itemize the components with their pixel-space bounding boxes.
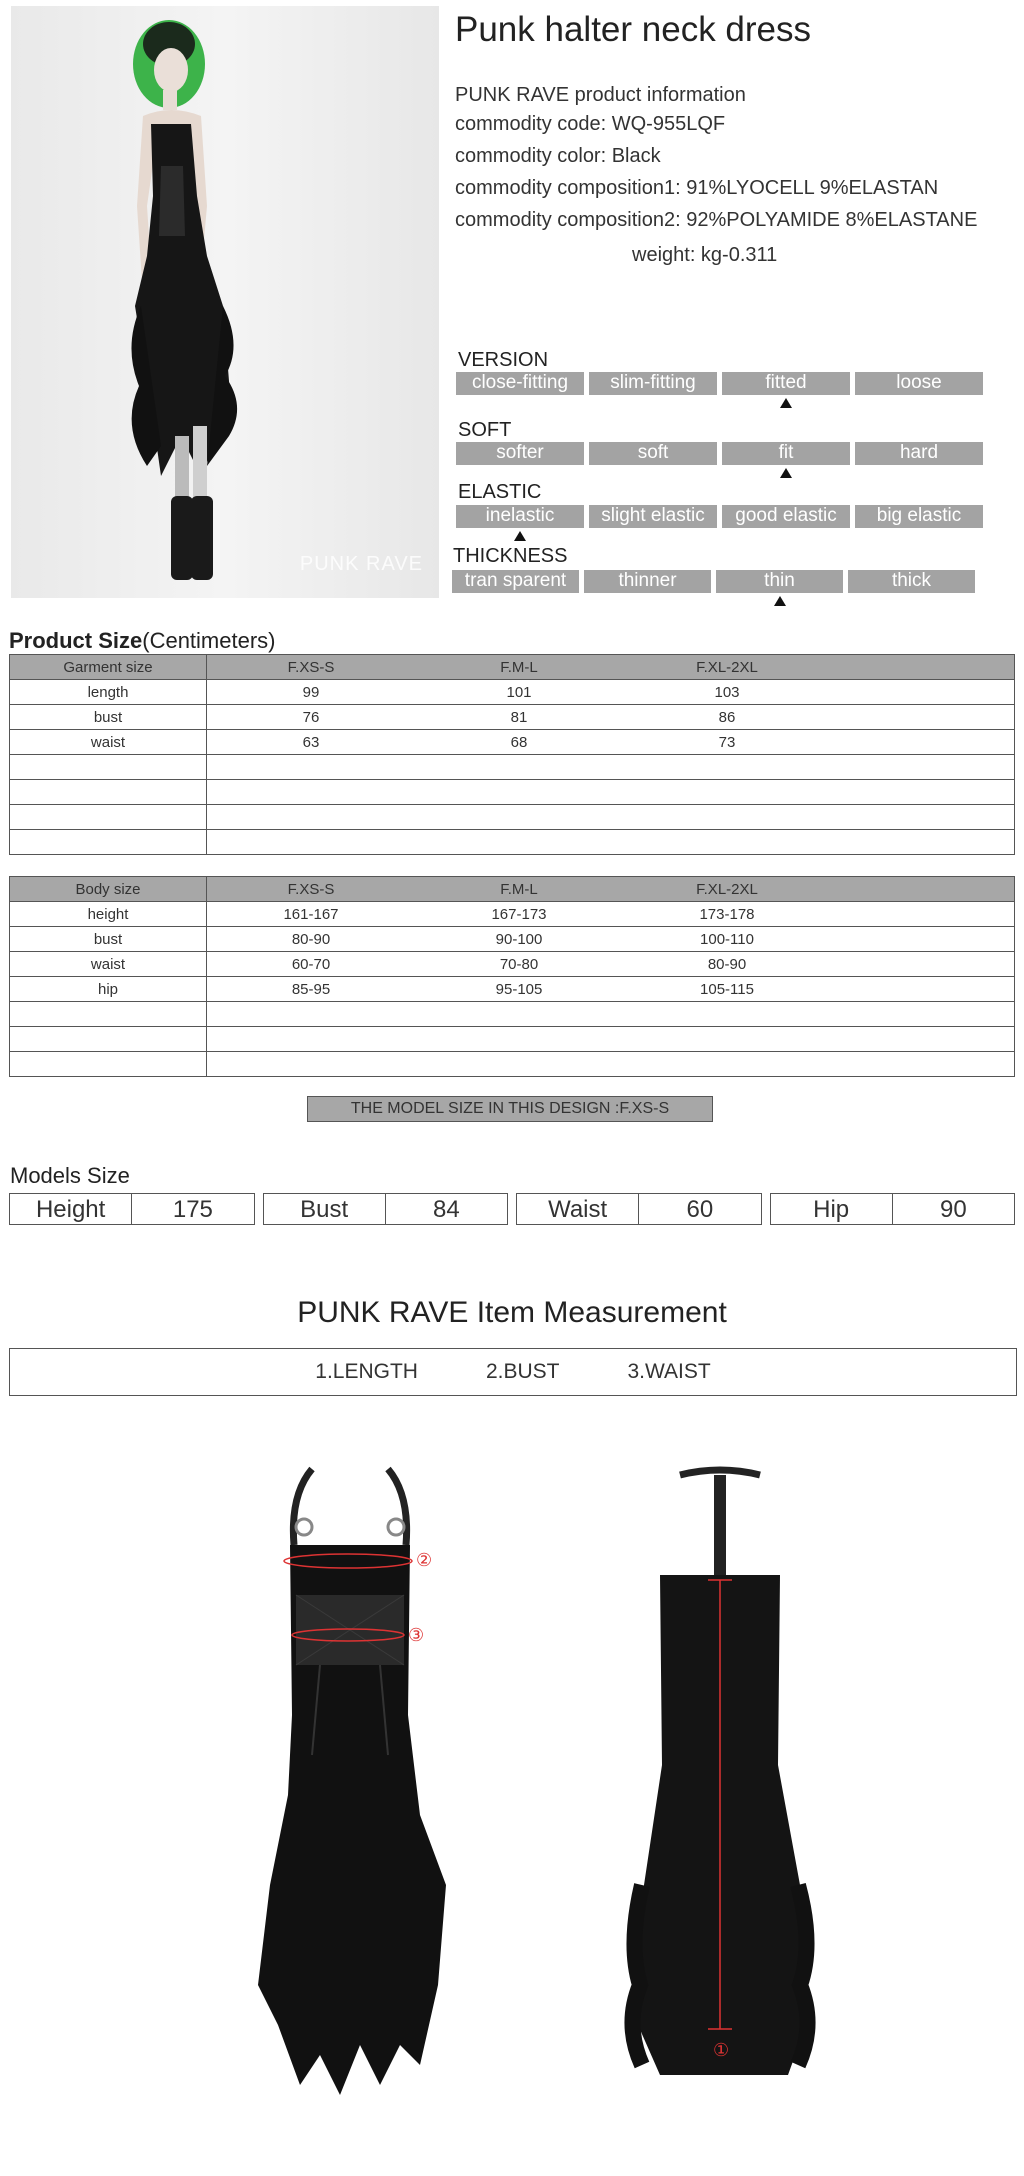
row-label: height	[10, 902, 207, 927]
body-size-table	[9, 876, 1015, 1077]
table-row	[10, 927, 1015, 952]
size-value: 86	[718, 708, 736, 726]
row-label: bust	[10, 927, 207, 952]
empty-row	[10, 805, 1015, 830]
models-size-title: Models Size	[10, 1163, 130, 1188]
row-label: Garment size	[10, 655, 207, 680]
attr-option: inelastic	[456, 505, 584, 528]
table-row	[10, 902, 1015, 927]
model-size-note: THE MODEL SIZE IN THIS DESIGN :F.XS-S	[307, 1096, 713, 1122]
size-value: F.XS-S	[287, 658, 335, 676]
watermark: PUNK RAVE	[299, 553, 423, 575]
row-label: waist	[10, 730, 207, 755]
size-value: 101	[506, 683, 532, 701]
model-measure-bust	[263, 1193, 509, 1225]
model-measure-value: 84	[385, 1194, 507, 1224]
product-title: Punk halter neck dress	[455, 10, 812, 49]
attr-option: slight elastic	[589, 505, 717, 528]
commodity-color: commodity color: Black	[455, 145, 661, 167]
product-size-title: Product Size(Centimeters)	[9, 628, 276, 653]
size-value: F.XL-2XL	[696, 880, 758, 898]
size-value: 95-105	[495, 980, 543, 998]
measurement-title: PUNK RAVE Item Measurement	[297, 1296, 727, 1329]
table-row	[10, 680, 1015, 705]
measurement-item: 3.WAIST	[627, 1360, 711, 1383]
model-measure-height	[9, 1193, 255, 1225]
commodity-composition1: commodity composition1: 91%LYOCELL 9%ELASTAN	[455, 177, 939, 199]
size-value: 99	[302, 683, 320, 701]
size-value: 90-100	[495, 930, 543, 948]
attr-option: thick	[848, 570, 975, 593]
attr-option: fitted	[722, 372, 850, 395]
table-row	[10, 952, 1015, 977]
model-measure-value: 90	[892, 1194, 1014, 1224]
measurement-item: 1.LENGTH	[315, 1360, 418, 1383]
attr-option: good elastic	[722, 505, 850, 528]
size-value: 68	[510, 733, 528, 751]
attr-elastic-label: ELASTIC	[458, 481, 542, 503]
attr-option: hard	[855, 442, 983, 465]
product-size-table	[9, 654, 1015, 855]
length-marker: ①	[713, 2040, 730, 2061]
attr-option: softer	[456, 442, 584, 465]
row-label: Body size	[10, 877, 207, 902]
model-measure-label: Height	[35, 1196, 106, 1223]
info-header: PUNK RAVE product information	[455, 84, 746, 106]
model-illustration	[11, 6, 439, 598]
attr-option: soft	[589, 442, 717, 465]
product-photo	[11, 6, 439, 598]
size-value: F.M-L	[500, 658, 538, 676]
size-value: 80-90	[291, 930, 331, 948]
size-value: 161-167	[283, 905, 339, 923]
measurement-legend	[9, 1348, 1017, 1396]
attr-soft-scale	[456, 442, 983, 465]
table-header-row	[10, 877, 1015, 902]
attr-version-scale	[456, 372, 983, 395]
row-label: waist	[10, 952, 207, 977]
attr-option: thinner	[584, 570, 711, 593]
size-value: 76	[302, 708, 320, 726]
size-value: F.XS-S	[287, 880, 335, 898]
size-value: 70-80	[499, 955, 539, 973]
attr-soft-label: SOFT	[458, 419, 512, 441]
empty-row	[10, 780, 1015, 805]
size-value: 167-173	[491, 905, 547, 923]
row-label: length	[10, 680, 207, 705]
attr-option: big elastic	[855, 505, 983, 528]
row-label: hip	[10, 977, 207, 1002]
attr-option: fit	[722, 442, 850, 465]
size-value: 73	[718, 733, 736, 751]
attr-option: slim-fitting	[589, 372, 717, 395]
model-measure-label: Bust	[300, 1196, 349, 1223]
waist-marker: ③	[408, 1625, 425, 1646]
models-size-row	[9, 1193, 1015, 1225]
row-label: bust	[10, 705, 207, 730]
dress-back-image	[620, 1465, 820, 2105]
model-measure-label: Hip	[813, 1196, 850, 1223]
empty-row	[10, 1027, 1015, 1052]
bust-marker: ②	[416, 1550, 433, 1571]
empty-row	[10, 1002, 1015, 1027]
size-value: 85-95	[291, 980, 331, 998]
attr-thickness-scale	[452, 570, 975, 593]
size-value: 80-90	[707, 955, 747, 973]
model-measure-value: 60	[638, 1194, 760, 1224]
size-value: 103	[714, 683, 740, 701]
model-measure-hip	[770, 1193, 1016, 1225]
model-measure-label: Waist	[548, 1196, 608, 1223]
empty-row	[10, 830, 1015, 855]
attr-version-label: VERSION	[458, 349, 549, 371]
table-row	[10, 705, 1015, 730]
empty-row	[10, 755, 1015, 780]
size-value: 105-115	[700, 980, 754, 998]
selected-indicator-icon	[774, 596, 786, 606]
measurement-item: 2.BUST	[485, 1360, 560, 1383]
size-value: F.M-L	[500, 880, 538, 898]
table-header-row	[10, 655, 1015, 680]
size-value: 173-178	[699, 905, 755, 923]
empty-row	[10, 1052, 1015, 1077]
attr-thickness-label: THICKNESS	[453, 545, 568, 567]
model-measure-waist	[516, 1193, 762, 1225]
attr-option: tran sparent	[452, 570, 579, 593]
commodity-weight: weight: kg-0.311	[632, 244, 778, 266]
attr-option: loose	[855, 372, 983, 395]
attr-option: thin	[716, 570, 843, 593]
attr-option: close-fitting	[456, 372, 584, 395]
selected-indicator-icon	[780, 398, 792, 408]
selected-indicator-icon	[514, 531, 526, 541]
table-row	[10, 730, 1015, 755]
commodity-composition2: commodity composition2: 92%POLYAMIDE 8%ELASTANE	[455, 209, 978, 231]
model-measure-value: 175	[131, 1194, 253, 1224]
dress-front-image	[250, 1465, 450, 2105]
selected-indicator-icon	[780, 468, 792, 478]
size-value: F.XL-2XL	[696, 658, 758, 676]
size-value: 100-110	[700, 930, 754, 948]
size-value: 60-70	[291, 955, 331, 973]
table-row	[10, 977, 1015, 1002]
commodity-code: commodity code: WQ-955LQF	[455, 113, 726, 135]
size-value: 63	[302, 733, 320, 751]
attr-elastic-scale	[456, 505, 983, 528]
size-value: 81	[510, 708, 528, 726]
